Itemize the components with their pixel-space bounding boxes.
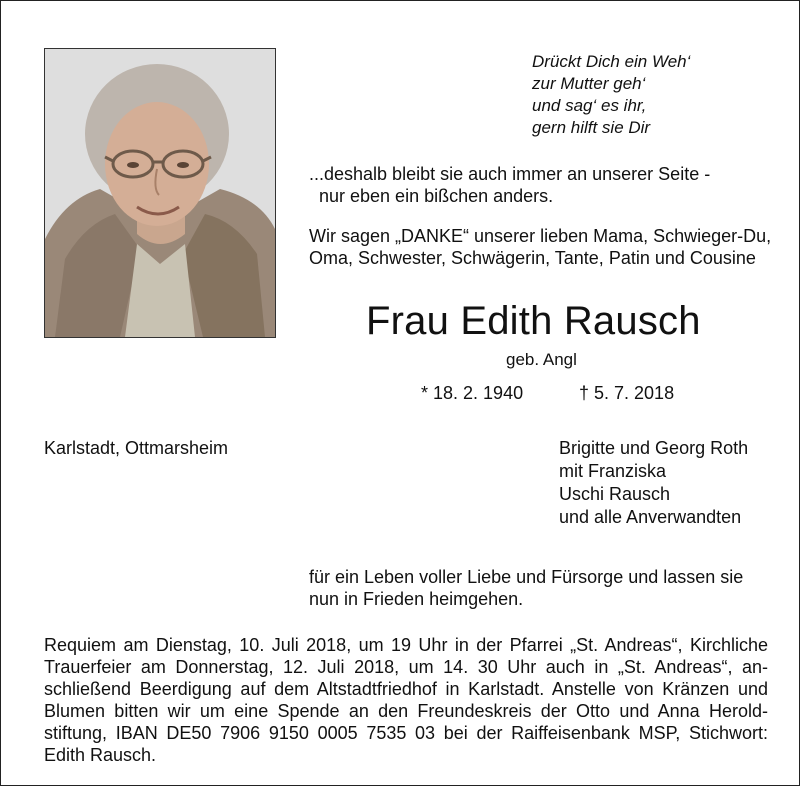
closing-line-1: für ein Leben voller Liebe und Fürsorge und lassen sie xyxy=(309,567,744,587)
intro-text xyxy=(309,163,779,207)
intro-line-2: nur eben ein bißchen anders. xyxy=(319,186,554,206)
thanks-line-2: Oma, Schwester, Schwägerin, Tante, Patin und Cousine xyxy=(309,248,756,268)
mourner-line: Brigitte und Georg Roth xyxy=(559,438,749,458)
thanks-line-1: Wir sagen „DANKE“ unserer lieben Mama, Schwieger-Du, xyxy=(309,226,772,246)
death-date: † 5. 7. 2018 xyxy=(579,383,675,403)
birth-date: * 18. 2. 1940 xyxy=(421,383,524,403)
poem-line: gern hilft sie Dir xyxy=(532,118,651,137)
place-names: Karlstadt, Ottmarsheim xyxy=(44,438,229,458)
poem-line: und sag‘ es ihr, xyxy=(532,96,647,115)
poem xyxy=(532,51,772,139)
deceased-name: Frau Edith Rausch xyxy=(366,299,701,343)
intro-line-1: ...deshalb bleibt sie auch immer an unserer Seite - xyxy=(309,164,711,184)
portrait-photo xyxy=(44,48,276,338)
mourner-line: und alle Anverwandten xyxy=(559,507,742,527)
poem-line: Drückt Dich ein Weh‘ xyxy=(532,52,691,71)
poem-line: zur Mutter geh‘ xyxy=(532,74,646,93)
closing-line-2: nun in Frieden heimgehen. xyxy=(309,589,524,609)
thanks-text xyxy=(309,225,779,269)
mourner-line: Uschi Rausch xyxy=(559,484,671,504)
mourners-list xyxy=(559,437,748,529)
mourner-line: mit Franziska xyxy=(559,461,667,481)
service-details: Requiem am Dienstag, 10. Juli 2018, um 19 Uhr in der Pfarrei „St. Andreas“, Kirchliche Trauerfeier am Donnerstag, 12. Juli 2018, um 14. 30 Uhr auch in „St. Andreas“, anschließend Beerdigung auf dem Altstadtfriedhof in Karlstadt. Anstelle von Kränzen und Blumen bitten wir um eine Spende an den Freundeskreis der Otto und Anna Heroldstiftung, IBAN DE50 7906 9150 0005 7535 03 bei der Raiffeisenbank MSP, Stichwort: Edith Rausch. xyxy=(44,635,768,765)
maiden-name: geb. Angl xyxy=(506,350,577,369)
closing-text xyxy=(309,566,779,610)
